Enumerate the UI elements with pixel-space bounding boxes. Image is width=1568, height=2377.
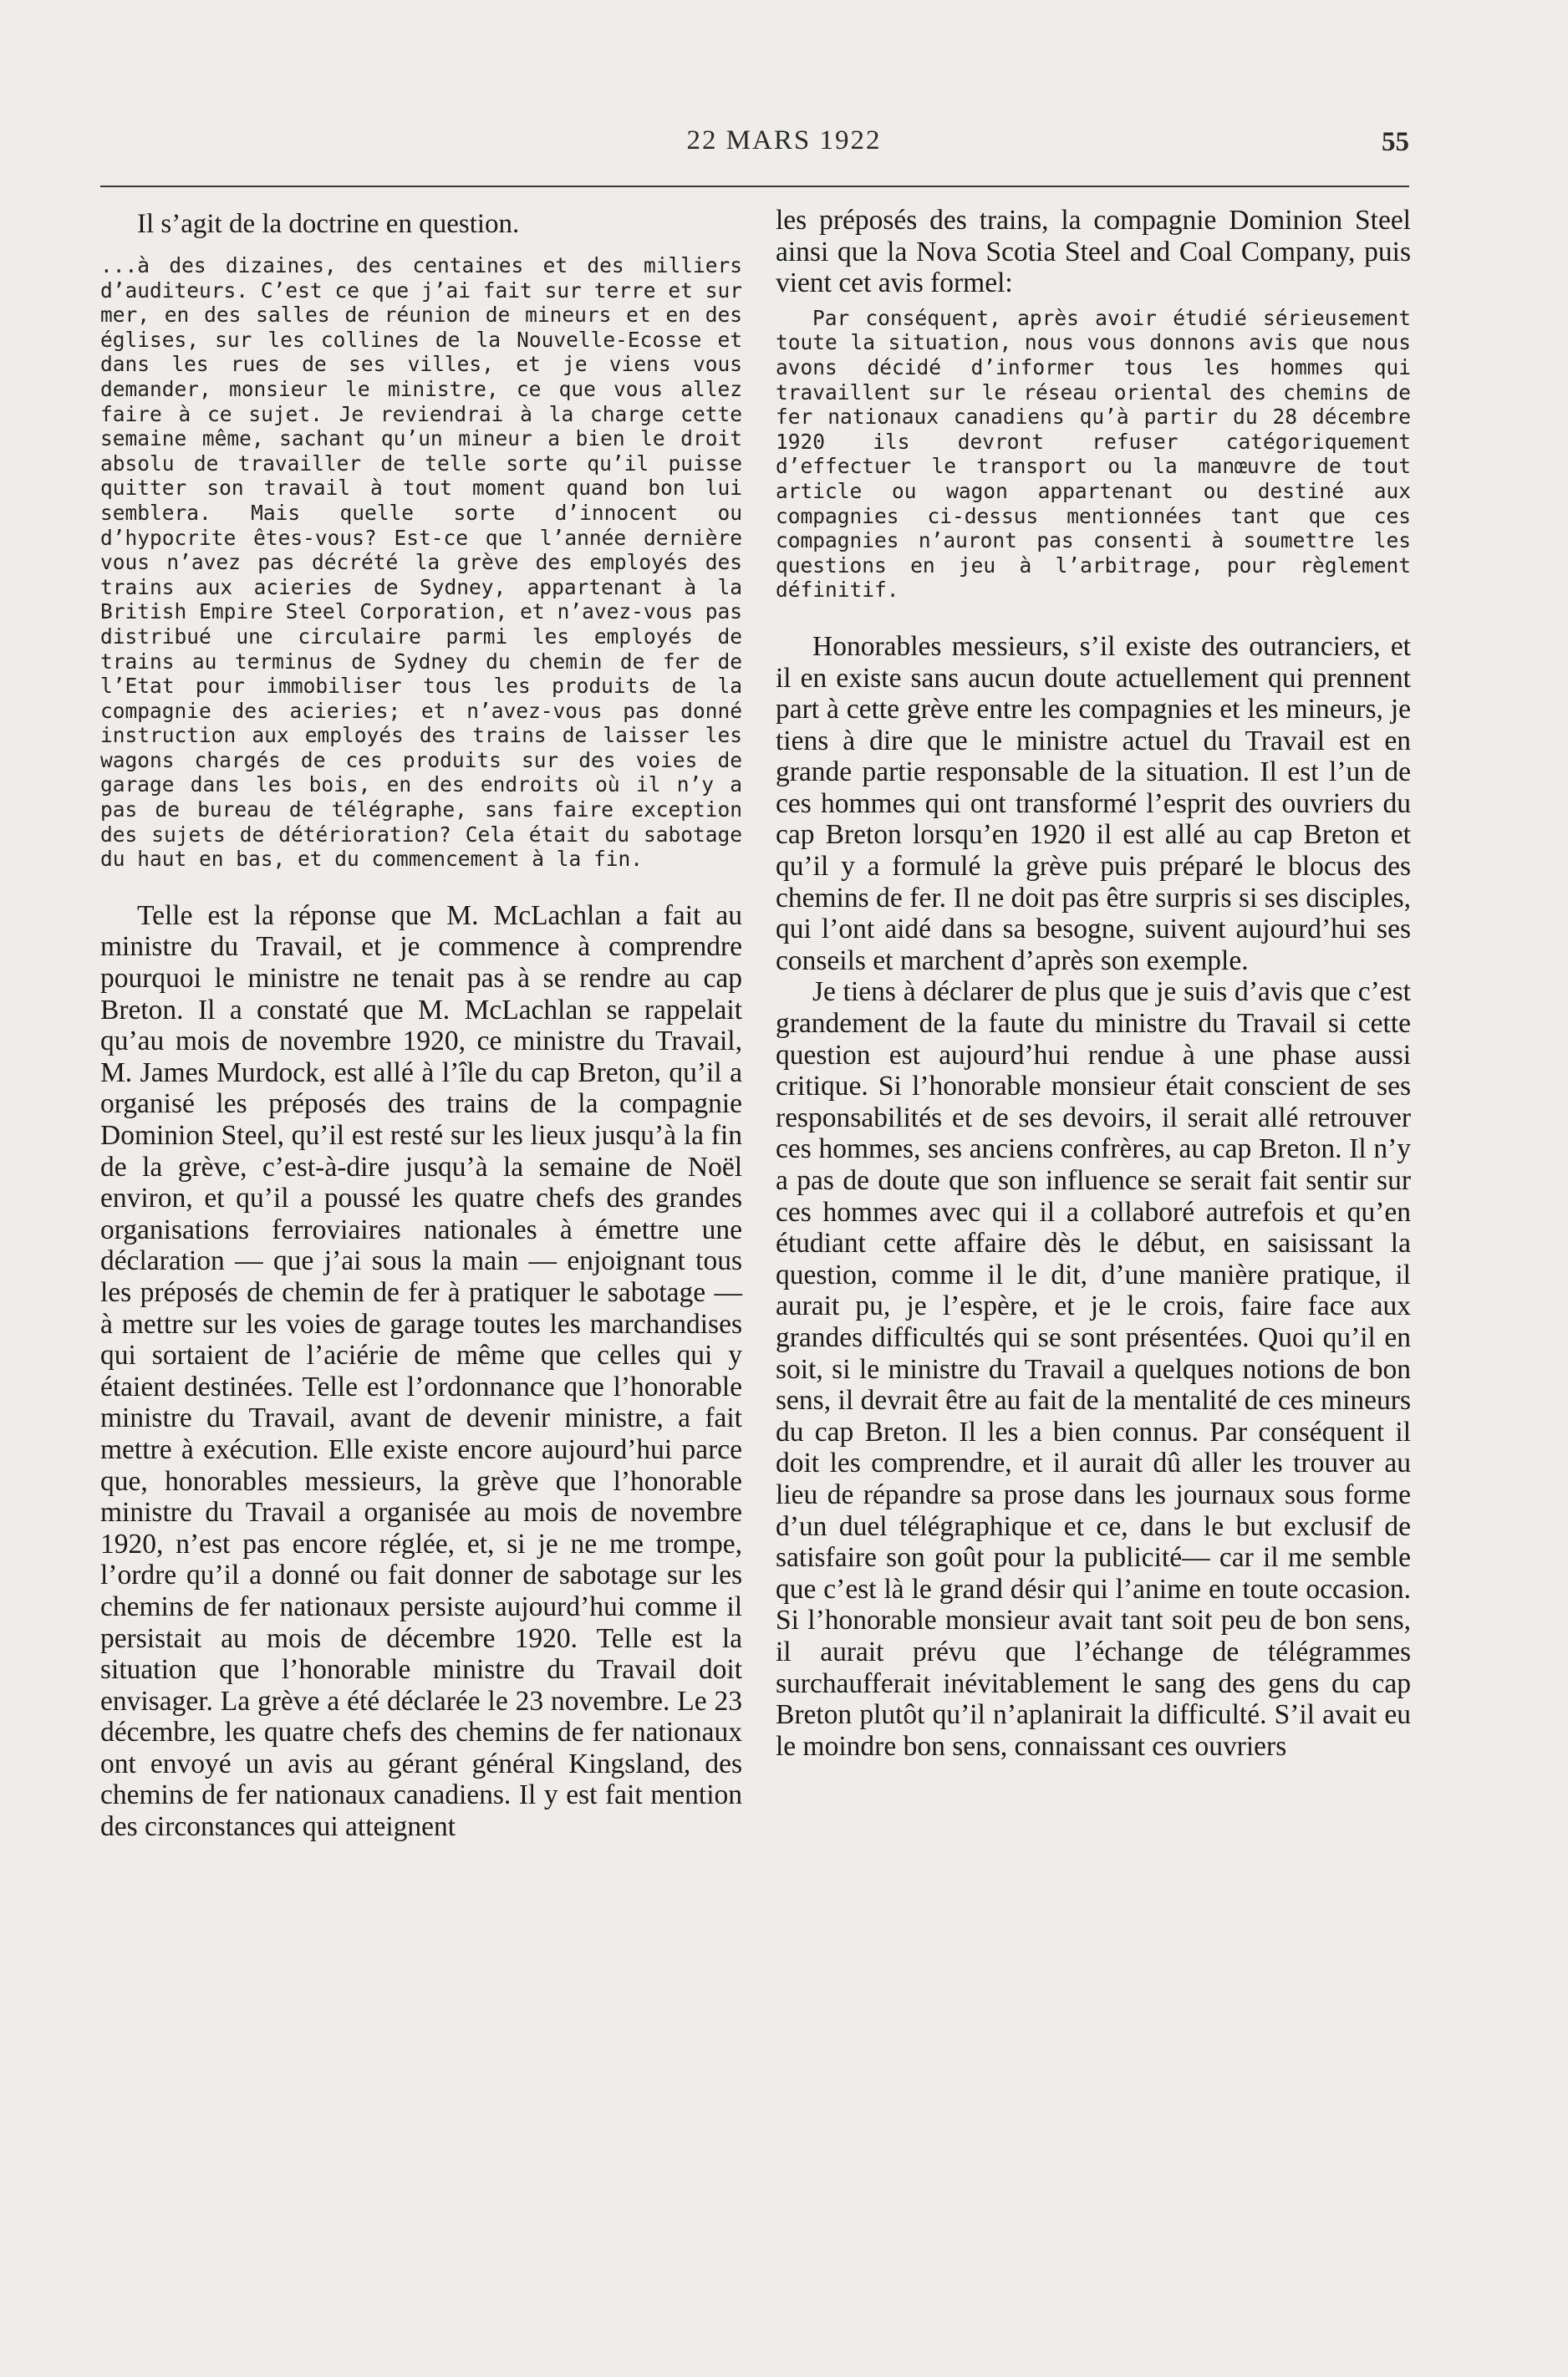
quoted-notice: Par conséquent, après avoir étudié sérieusement toute la situation, nous vous donnons avis que nous avons décidé d’informer tous les hommes qui travaillent sur le réseau oriental des chemins de fer nationaux canadiens qu’à partir du 28 décembre 1920 ils devront refuser catégoriquement d’effectuer le transport ou la manœuvre de tout article ou wagon appartenant ou destiné aux compagnies ci-dessus mentionnées tant que ces compagnies n’auront pas consenti à soumettre les questions en jeu à l’arbitrage, pour règlement définitif. [776,305,1411,603]
left-column [100,205,742,1843]
header-rule [100,186,1409,187]
body-paragraph: Telle est la réponse que M. McLachlan a fait au ministre du Travail, et je commence à comprendre pourquoi le ministre ne tenait pas à se rendre au cap Breton. Il a constaté que M. McLachlan se rappelait qu’au mois de novembre 1920, ce ministre du Travail, M. James Murdock, est allé à l’île du cap Breton, qu’il a organisé les préposés des trains de la compagnie Dominion Steel, qu’il est resté sur les lieux jusqu’à la fin de la grève, c’est-à-dire jusqu’à la semaine de Noël environ, et qu’il a poussé les quatre chefs des grandes organisations ferroviaires nationales à émettre une déclaration — que j’ai sous la main — enjoignant tous les préposés de chemin de fer à pratiquer le sabotage — à mettre sur les voies de garage toutes les marchandises qui sortaient de l’aciérie de même que celles qui y étaient destinées. Telle est l’ordonnance que l’honorable ministre du Travail, avant de devenir ministre, a fait mettre à exécution. Elle existe encore aujourd’hui parce que, honorables messieurs, la grève que l’honorable ministre du Travail a organisée au mois de novembre 1920, n’est pas encore réglée, et, si je ne me trompe, l’ordre qu’il a donné ou fait donner de sabotage sur les chemins de fer nationaux persiste aujourd’hui comme il persistait au mois de décembre 1920. Telle est la situation que l’honorable ministre du Travail doit envisager. La grève a été déclarée le 23 novembre. Le 23 décembre, les quatre chefs des chemins de fer nationaux ont envoyé un avis au gérant général Kingsland, des chemins de fer nationaux canadiens. Il y est fait mention des circonstances qui atteignent [100,899,742,1843]
body-paragraph: les préposés des trains, la compagnie Dominion Steel ainsi que la Nova Scotia Steel and Coal Company, puis vient cet avis formel: [776,205,1411,299]
body-paragraph: Je tiens à déclarer de plus que je suis d’avis que c’est grandement de la faute du ministre du Travail si cette question est aujourd’hui rendue à une phase aussi critique. Si l’honorable monsieur était conscient de ses responsabilités et de ses devoirs, il serait allé retrouver ces hommes, ses anciens confrères, au cap Breton. Il n’y a pas de doute que son influence se serait fait sentir sur ces hommes avec qui il a collaboré autrefois et qu’en étudiant cette affaire dès le début, en saisissant la question, comme il le dit, d’une manière pratique, il aurait pu, je l’espère, et je le crois, faire face aux grandes difficultés qui se sont présentées. Quoi qu’il en soit, si le ministre du Travail a quelques notions de bon sens, il devrait être au fait de la mentalité de ces mineurs du cap Breton. Il les a bien connus. Par conséquent il doit les comprendre, et il aurait dû aller les trouver au lieu de répandre sa prose dans les journaux sous forme d’un duel télégraphique et ce, dans le but exclusif de satisfaire son goût pour la publicité— car il me semble que c’est là le grand désir qui l’anime en toute occasion. Si l’honorable monsieur avait tant soit peu de bon sens, il aurait prévu que l’échange de télégrammes surchaufferait inévitablement le sang des gens du cap Breton plutôt qu’il n’aplanirait la difficulté. S’il avait eu le moindre bon sens, connaissant ces ouvriers [776,976,1411,1762]
page-number: 55 [1382,127,1409,157]
right-column [776,205,1411,1762]
lead-line: Il s’agit de la doctrine en question. [137,209,520,239]
body-paragraph: Honorables messieurs, s’il existe des outranciers, et il en existe sans aucun doute actuellement qui prennent part à cette grève entre les compagnies et les mineurs, je tiens à dire que le ministre actuel du Travail est en grande partie responsable de la situation. Il est l’un de ces hommes qui ont transformé l’esprit des ouvriers du cap Breton lorsqu’en 1920 il est allé au cap Breton et qu’il y a formulé la grève puis préparé le blocus des chemins de fer. Il ne doit pas être surpris si ses disciples, qui l’ont aidé dans sa besogne, suivent aujourd’hui ses conseils et marchent d’après son exemple. [776,630,1411,976]
quoted-letter: ...à des dizaines, des centaines et des milliers d’auditeurs. C’est ce que j’ai fait sur terre et sur mer, en des salles de réunion de mineurs et en des églises, sur les collines de la Nouvelle-Ecosse et dans les rues de ses villes, et je viens vous demander, monsieur le ministre, ce que vous allez faire à ce sujet. Je reviendrai à la charge cette semaine même, sachant qu’un mineur a bien le droit absolu de travailler de telle sorte qu’il puisse quitter son travail à tout moment quand bon lui semblera. Mais quelle sorte d’innocent ou d’hypocrite êtes-vous? Est-ce que l’année dernière vous n’avez pas décrété la grève des employés des trains aux acieries de Sydney, appartenant à la British Empire Steel Corporation, et n’avez-vous pas distribué une circulaire parmi les employés de trains au terminus de Sydney du chemin de fer de l’Etat pour immobiliser tous les produits de la compagnie des acieries; et n’avez-vous pas donné instruction aux employés des trains de laisser les wagons chargés de ces produits sur des voies de garage dans les bois, en des endroits où il n’y a pas de bureau de télégraphe, sans faire exception des sujets de détérioration? Cela était du sabotage du haut en bas, et du commencement à la fin. [100,253,742,872]
page-date: 22 MARS 1922 [686,125,882,155]
